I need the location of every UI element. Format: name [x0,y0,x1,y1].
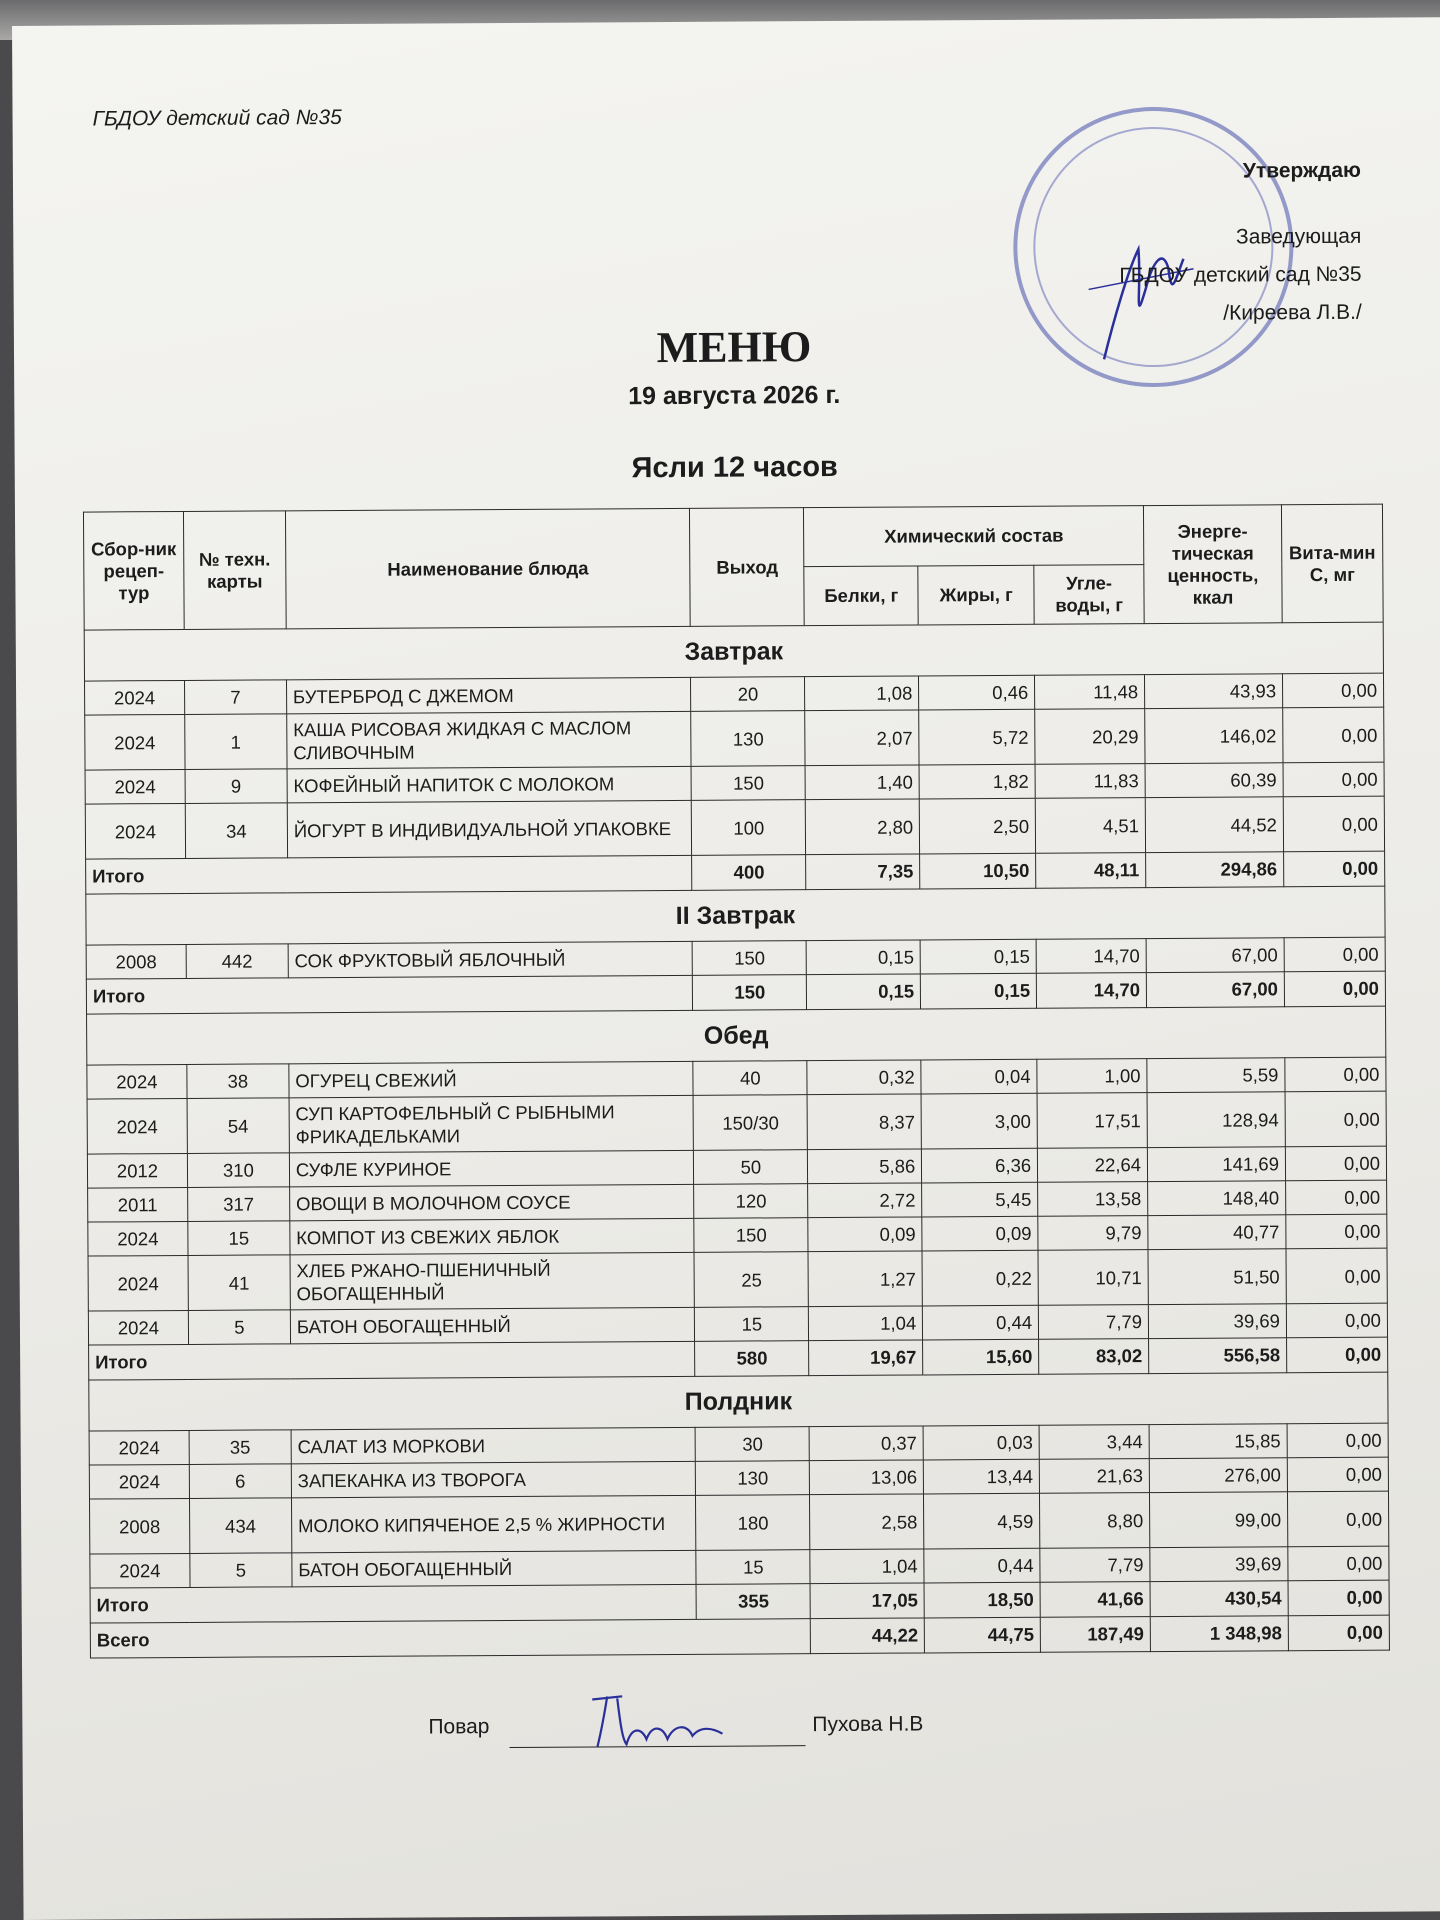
cell-vitamin: 0,00 [1286,1248,1387,1304]
menu-date: 19 августа 2026 г. [628,380,841,411]
cell-vitamin: 0,00 [1283,796,1384,852]
cell-vitamin: 0,00 [1285,1146,1386,1181]
cell-vitamin: 0,00 [1287,1423,1388,1458]
cook-signature-block [22,1709,1440,1739]
menu-body [84,622,1389,1658]
cell-collection: 2008 [86,944,186,979]
cell-fat: 2,50 [920,798,1036,854]
table-row [87,1091,1386,1154]
organization-name: ГБДОУ детский сад №35 [92,105,342,131]
cell-protein: 1,40 [805,765,919,800]
header-chem: Химический состав [804,506,1144,567]
cell-tech-card: 15 [188,1221,290,1256]
total-yield: 580 [695,1341,809,1377]
total-energy: 556,58 [1149,1338,1287,1374]
total-yield: 355 [696,1584,810,1620]
cell-tech-card: 5 [188,1310,290,1345]
cell-tech-card: 54 [187,1098,289,1154]
section-header [86,886,1385,945]
page-title: МЕНЮ [656,322,812,373]
cell-yield: 150/30 [693,1095,807,1151]
total-protein: 7,35 [806,854,920,890]
cell-tech-card: 442 [186,944,288,979]
cell-carb: 10,71 [1038,1250,1148,1306]
cell-energy: 39,69 [1148,1304,1286,1339]
table-row [85,796,1384,859]
cell-collection: 2024 [85,803,185,859]
cell-vitamin: 0,00 [1286,1303,1387,1338]
cell-energy: 128,94 [1147,1092,1285,1148]
cell-collection: 2024 [85,680,185,715]
cell-fat: 4,59 [924,1493,1040,1549]
cell-energy: 15,85 [1149,1424,1287,1459]
total-yield: 400 [692,855,806,891]
total-vitamin: 0,00 [1284,851,1385,887]
cell-yield: 120 [694,1184,808,1219]
cell-carb: 17,51 [1037,1093,1147,1149]
section-header [89,1372,1388,1431]
cell-collection: 2024 [87,1098,187,1154]
approval-name: /Киреева Л.В./ [1223,300,1362,325]
cell-protein: 0,09 [808,1217,922,1252]
cell-yield: 20 [691,677,805,712]
cell-protein: 13,06 [810,1460,924,1495]
cell-protein: 1,27 [808,1251,922,1307]
cell-yield: 180 [696,1495,810,1551]
cell-tech-card: 7 [184,680,286,715]
cell-carb: 8,80 [1040,1493,1150,1549]
cell-fat: 6,36 [922,1148,1038,1183]
total-vitamin: 0,00 [1284,971,1385,1007]
cell-dish: ОГУРЕЦ СВЕЖИЙ [289,1061,694,1097]
cell-tech-card: 317 [188,1187,290,1222]
table-row [88,1248,1387,1311]
cell-dish: КАША РИСОВАЯ ЖИДКАЯ С МАСЛОМ СЛИВОЧНЫМ [287,711,692,768]
cell-collection: 2011 [88,1187,188,1222]
cell-dish: БАТОН ОБОГАЩЕННЫЙ [290,1307,695,1343]
menu-table [83,504,1390,1659]
cell-protein: 1,04 [810,1549,924,1584]
total-energy: 430,54 [1150,1581,1288,1617]
cell-protein: 0,37 [809,1426,923,1461]
cell-fat: 5,72 [919,709,1035,765]
cell-collection: 2024 [89,1464,189,1499]
cell-yield: 30 [696,1427,810,1462]
cell-yield: 150 [691,766,805,801]
group-name: Ясли 12 часов [631,450,838,485]
cell-energy: 5,59 [1147,1058,1285,1093]
cell-energy: 44,52 [1145,797,1283,853]
cell-fat: 1,82 [919,764,1035,799]
cell-energy: 141,69 [1147,1147,1285,1182]
section-title: Обед [87,1006,1386,1065]
total-label: Итого [89,1341,696,1380]
total-protein: 19,67 [809,1340,923,1376]
cell-dish: ЙОГУРТ В ИНДИВИДУАЛЬНОЙ УПАКОВКЕ [287,800,692,857]
grand-total-fat: 44,75 [925,1617,1041,1653]
cell-vitamin: 0,00 [1283,707,1384,763]
section-header [87,1006,1386,1065]
cell-vitamin: 0,00 [1283,762,1384,797]
cell-tech-card: 34 [185,803,287,859]
cell-yield: 25 [694,1252,808,1308]
cell-yield: 15 [696,1550,810,1585]
cell-yield: 150 [694,1218,808,1253]
cell-fat: 0,22 [922,1250,1038,1306]
cell-carb: 9,79 [1038,1216,1148,1251]
cell-dish: СОК ФРУКТОВЫЙ ЯБЛОЧНЫЙ [288,941,693,977]
cell-protein: 2,80 [806,799,920,855]
cook-signature [582,1684,732,1755]
total-yield: 150 [693,975,807,1011]
cell-dish: БАТОН ОБОГАЩЕННЫЙ [292,1550,697,1586]
total-energy: 294,86 [1146,852,1284,888]
total-fat: 15,60 [923,1339,1039,1375]
cell-fat: 0,44 [923,1305,1039,1340]
cell-protein: 5,86 [808,1149,922,1184]
total-fat: 0,15 [921,973,1037,1009]
cell-dish: КОМПОТ ИЗ СВЕЖИХ ЯБЛОК [290,1218,695,1254]
cell-vitamin: 0,00 [1282,673,1383,708]
cell-dish: МОЛОКО КИПЯЧЕНОЕ 2,5 % ЖИРНОСТИ [291,1495,696,1552]
cell-vitamin: 0,00 [1285,1091,1386,1147]
cook-name: Пухова Н.В [812,1712,924,1737]
cell-yield: 40 [693,1061,807,1096]
cell-vitamin: 0,00 [1286,1180,1387,1215]
cell-carb: 1,00 [1037,1059,1147,1094]
cell-dish: СУФЛЕ КУРИНОЕ [289,1150,694,1186]
cell-dish: СУП КАРТОФЕЛЬНЫЙ С РЫБНЫМИ ФРИКАДЕЛЬКАМИ [289,1095,694,1152]
cell-protein: 1,08 [805,676,919,711]
cell-dish: ОВОЩИ В МОЛОЧНОМ СОУСЕ [289,1184,694,1220]
total-carb: 14,70 [1036,973,1146,1009]
cell-collection: 2024 [88,1255,188,1311]
cell-tech-card: 38 [187,1064,289,1099]
cook-label: Повар [428,1715,490,1739]
total-carb: 83,02 [1039,1339,1149,1375]
cell-protein: 2,58 [810,1494,924,1550]
cell-collection: 2024 [85,714,185,770]
cell-tech-card: 1 [185,714,287,770]
total-vitamin: 0,00 [1288,1580,1389,1616]
cell-energy: 67,00 [1146,938,1284,973]
cell-fat: 0,03 [923,1425,1039,1460]
cell-tech-card: 41 [188,1255,290,1311]
total-label: Итого [86,975,693,1014]
cell-fat: 0,04 [921,1059,1037,1094]
cell-energy: 99,00 [1150,1492,1288,1548]
cell-tech-card: 5 [190,1553,292,1588]
cell-tech-card: 9 [185,769,287,804]
header-energy: Энерге-тическая ценность, ккал [1144,505,1283,624]
total-protein: 0,15 [807,974,921,1010]
total-carb: 48,11 [1036,853,1146,889]
cell-protein: 2,07 [805,710,919,766]
approval-title: Утверждаю [1242,158,1361,183]
header-vitamin: Вита-мин С, мг [1281,504,1383,623]
total-label: Итого [90,1584,697,1623]
header-tech-card: № техн. карты [183,511,286,630]
section-title: II Завтрак [86,886,1385,945]
cell-fat: 13,44 [924,1459,1040,1494]
grand-total-vitamin: 0,00 [1288,1615,1389,1651]
cell-collection: 2024 [90,1553,190,1588]
total-fat: 18,50 [924,1582,1040,1618]
header-collection: Сбор-ник рецеп-тур [83,511,184,630]
cell-tech-card: 35 [189,1430,291,1465]
section-title: Полдник [89,1372,1388,1431]
grand-total-row [90,1615,1389,1658]
cell-dish: КОФЕЙНЫЙ НАПИТОК С МОЛОКОМ [287,766,692,802]
cell-yield: 50 [694,1150,808,1185]
cell-protein: 1,04 [809,1306,923,1341]
cell-protein: 0,32 [807,1060,921,1095]
total-energy: 67,00 [1146,972,1284,1008]
total-vitamin: 0,00 [1287,1337,1388,1373]
cell-energy: 276,00 [1149,1458,1287,1493]
grand-total-label: Всего [90,1619,811,1658]
cell-vitamin: 0,00 [1288,1546,1389,1581]
cell-fat: 5,45 [922,1182,1038,1217]
header-yield: Выход [690,508,805,627]
cell-dish: ХЛЕБ РЖАНО-ПШЕНИЧНЫЙ ОБОГАЩЕННЫЙ [290,1252,695,1309]
cell-protein: 2,72 [808,1183,922,1218]
cell-carb: 13,58 [1038,1182,1148,1217]
cell-dish: ЗАПЕКАНКА ИЗ ТВОРОГА [291,1461,696,1497]
cell-energy: 43,93 [1145,674,1283,709]
cell-fat: 0,46 [919,675,1035,710]
table-row [89,1491,1388,1554]
section-header [84,622,1383,681]
approval-org: ГБДОУ детский сад №35 [1119,262,1362,288]
cell-yield: 150 [693,941,807,976]
cell-carb: 7,79 [1040,1548,1150,1583]
cell-collection: 2024 [89,1430,189,1465]
cell-carb: 4,51 [1035,798,1145,854]
table-row [85,707,1384,770]
cell-carb: 14,70 [1036,939,1146,974]
cell-fat: 3,00 [921,1093,1037,1149]
header-dish: Наименование блюда [285,508,690,628]
cell-tech-card: 6 [189,1464,291,1499]
cell-energy: 60,39 [1145,763,1283,798]
total-fat: 10,50 [920,853,1036,889]
cell-collection: 2024 [85,769,185,804]
cell-yield: 15 [695,1307,809,1342]
cell-carb: 7,79 [1039,1305,1149,1340]
cell-tech-card: 434 [189,1498,291,1554]
cell-collection: 2024 [88,1310,188,1345]
cell-collection: 2024 [88,1221,188,1256]
menu-document [12,17,1440,1920]
cell-vitamin: 0,00 [1284,937,1385,972]
cell-dish: САЛАТ ИЗ МОРКОВИ [291,1427,696,1463]
cell-protein: 0,15 [806,940,920,975]
total-carb: 41,66 [1040,1582,1150,1618]
cell-fat: 0,15 [920,939,1036,974]
cell-carb: 3,44 [1039,1425,1149,1460]
cell-vitamin: 0,00 [1285,1057,1386,1092]
cell-tech-card: 310 [187,1153,289,1188]
cell-carb: 22,64 [1038,1148,1148,1183]
cell-fat: 0,09 [922,1216,1038,1251]
cell-carb: 11,48 [1035,675,1145,710]
cell-protein: 8,37 [807,1094,921,1150]
cell-yield: 130 [691,711,805,767]
cell-collection: 2012 [87,1153,187,1188]
header-protein: Белки, г [804,566,918,626]
total-label: Итого [86,855,693,894]
grand-total-energy: 1 348,98 [1150,1616,1288,1652]
cell-vitamin: 0,00 [1286,1214,1387,1249]
cell-energy: 146,02 [1145,708,1283,764]
cell-energy: 39,69 [1150,1547,1288,1582]
cell-yield: 100 [692,800,806,856]
cell-vitamin: 0,00 [1287,1457,1388,1492]
section-title: Завтрак [84,622,1383,681]
cell-fat: 0,44 [924,1548,1040,1583]
approval-position: Заведующая [1235,224,1362,249]
grand-total-protein: 44,22 [811,1618,925,1654]
cell-collection: 2024 [87,1064,187,1099]
header-fat: Жиры, г [918,565,1034,625]
cell-yield: 130 [696,1461,810,1496]
header-carb: Угле-воды, г [1034,565,1144,625]
cell-dish: БУТЕРБРОД С ДЖЕМОМ [286,677,691,713]
cell-carb: 21,63 [1039,1459,1149,1494]
cell-energy: 148,40 [1148,1181,1286,1216]
cell-collection: 2008 [89,1498,189,1554]
approval-block [1119,152,1362,333]
total-protein: 17,05 [810,1583,924,1619]
cell-vitamin: 0,00 [1287,1491,1388,1547]
cell-energy: 51,50 [1148,1249,1286,1305]
cell-carb: 20,29 [1035,709,1145,765]
cell-carb: 11,83 [1035,764,1145,799]
cell-energy: 40,77 [1148,1215,1286,1250]
grand-total-carb: 187,49 [1040,1617,1150,1653]
